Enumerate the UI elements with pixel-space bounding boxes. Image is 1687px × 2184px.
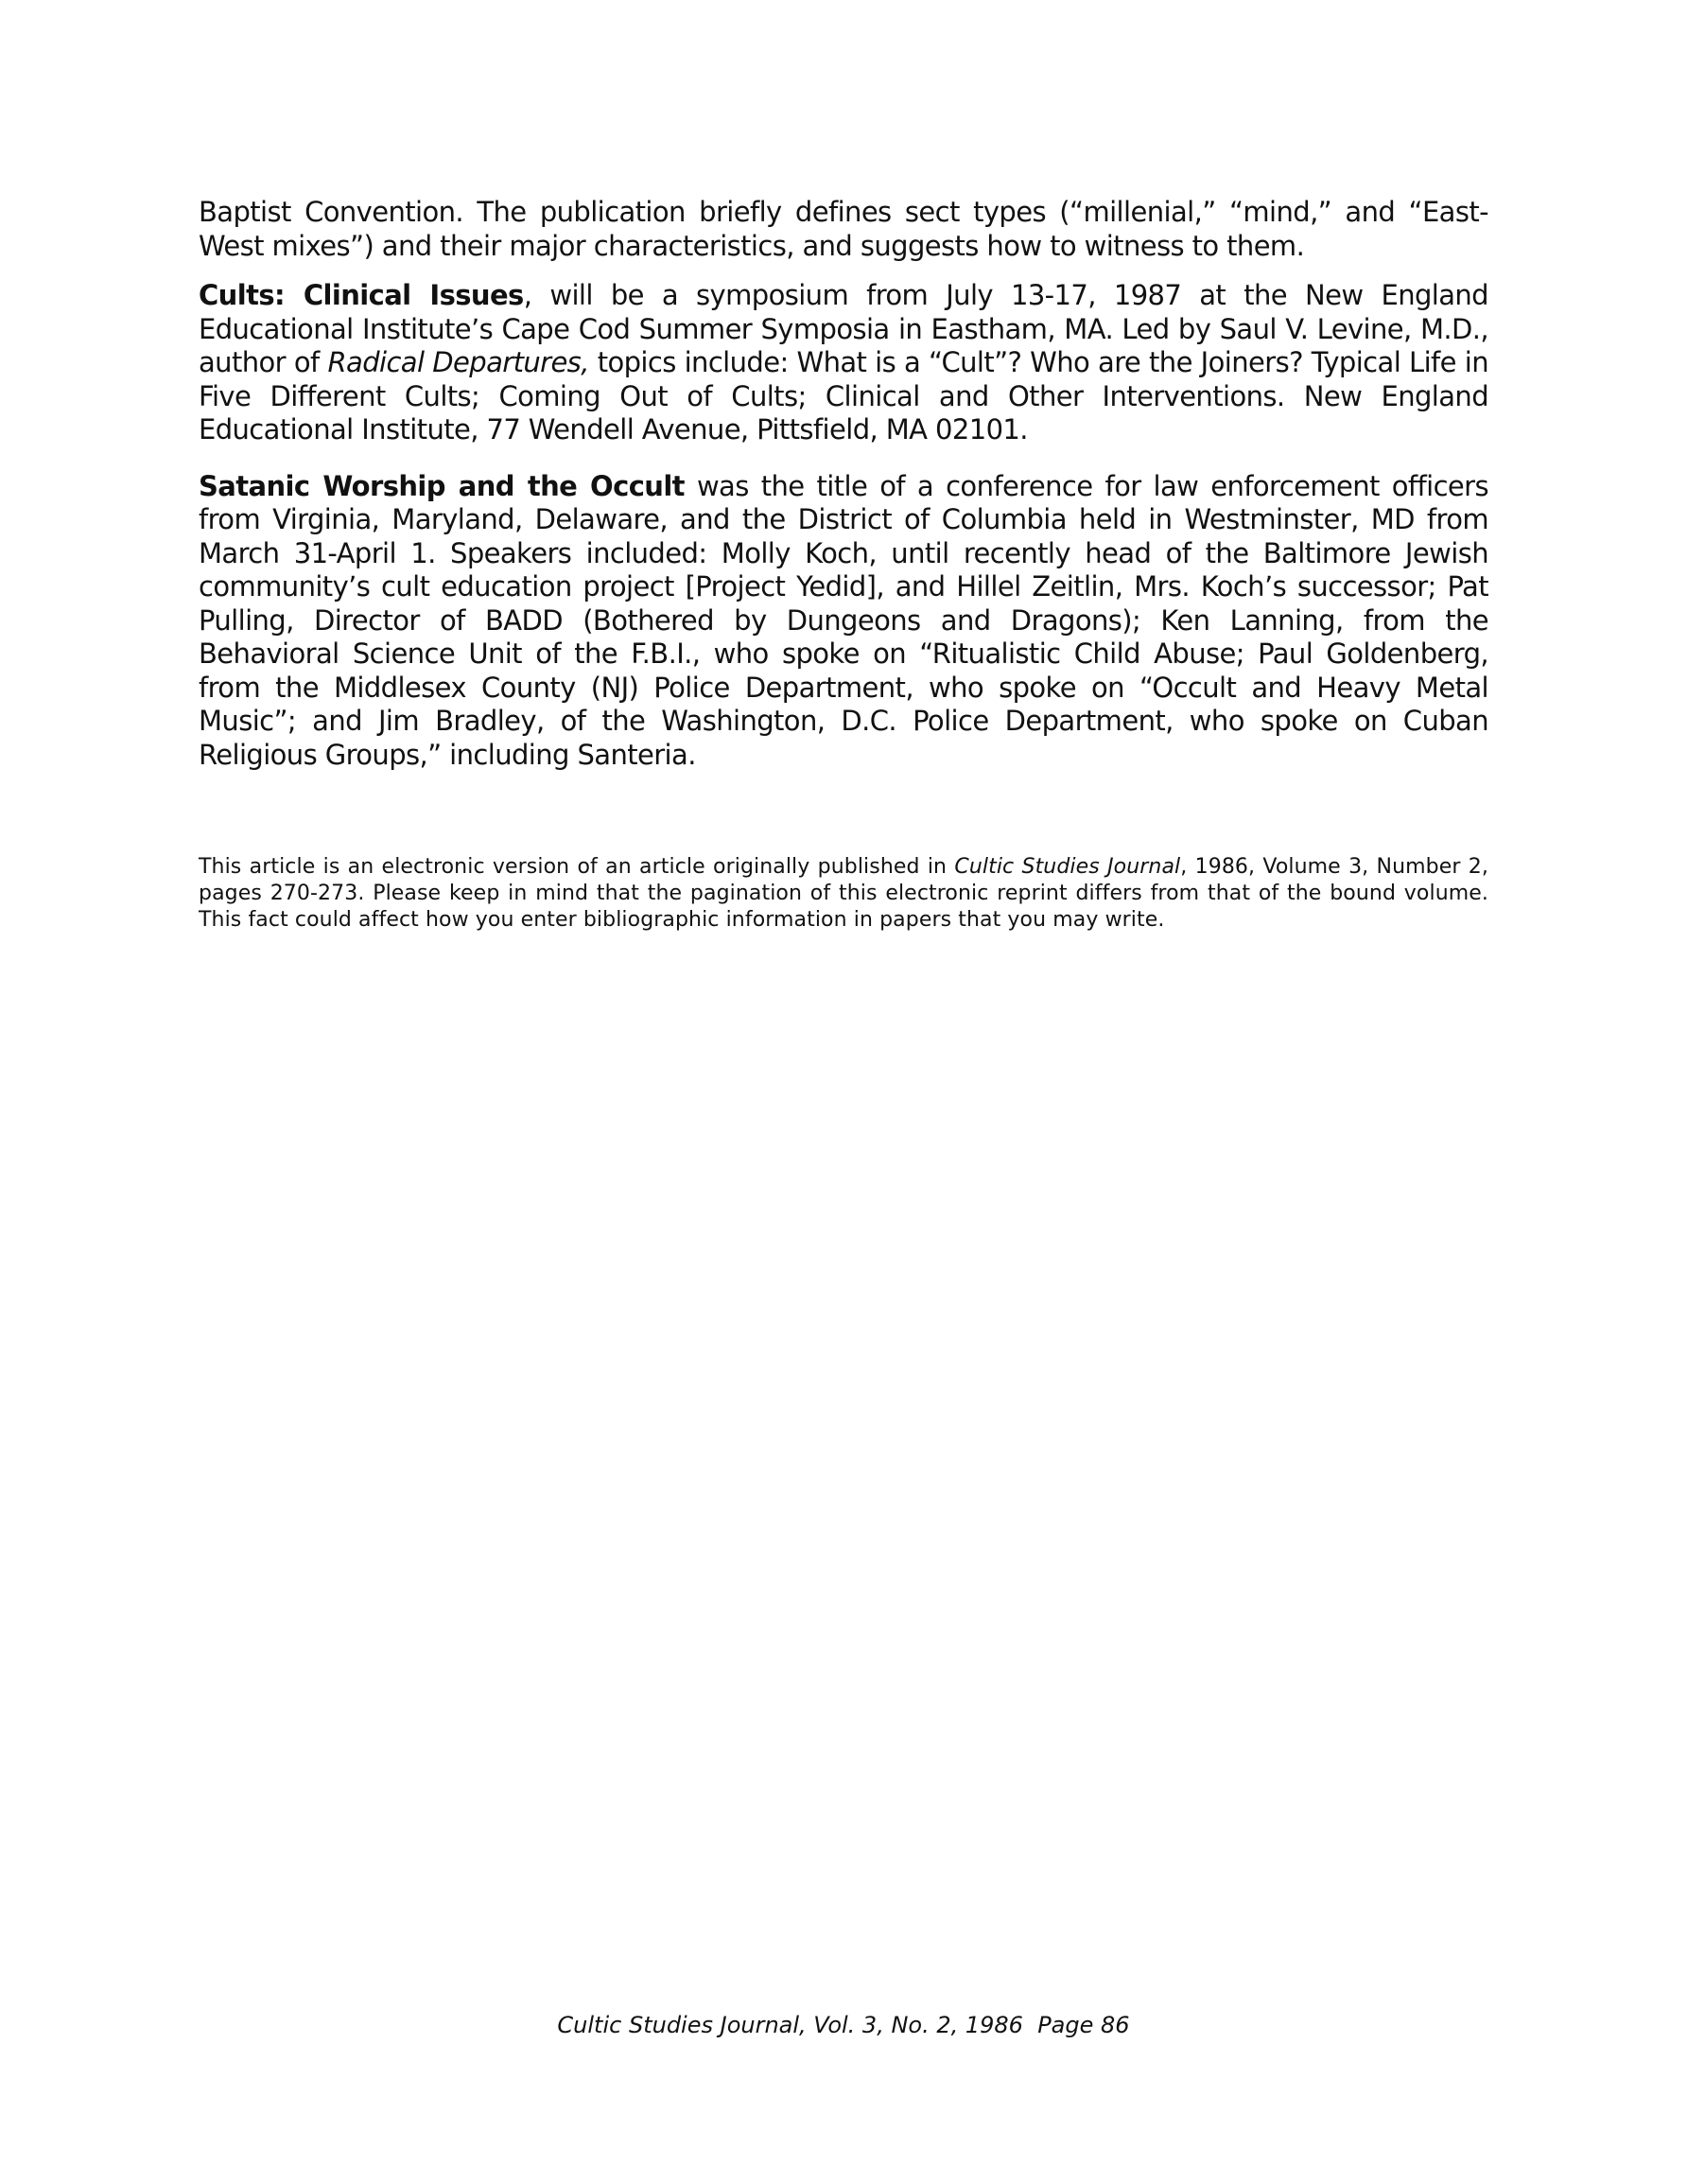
paragraph-cults-clinical-issues — [199, 279, 1488, 447]
paragraph-satanic-worship — [199, 470, 1488, 773]
paragraph-text: was the title of a conference for law enforcement officers from Virginia, Maryland, Delaware, and the District of Columbia held in Westminster, MD from March 31-April 1. Speakers included: Molly Koch, until recently head of the Baltimore Jewish community’s cult education project [Project Yedid], and Hillel Zeitlin, Mrs. Koch’s successor; Pat Pulling, Director of BADD (Bothered by Dungeons and Dragons); Ken Lanning, from the Behavioral Science Unit of the F.B.I., who spoke on “Ritualistic Child Abuse; Paul Goldenberg, from the Middlesex County (NJ) Police Department, who spoke on “Occult and Heavy Metal Music”; and Jim Bradley, of the Washington, D.C. Police Department, who spoke on Cuban Religious Groups,” including Santeria. — [199, 469, 1488, 771]
page-footer: Cultic Studies Journal, Vol. 3, No. 2, 1986 Page 86 — [557, 2012, 1130, 2038]
article-body — [199, 196, 1488, 772]
reprint-note — [199, 854, 1488, 934]
journal-title: Cultic Studies Journal — [954, 855, 1181, 879]
paragraph-baptist-convention — [199, 196, 1488, 263]
heading-cults-clinical-issues: Cults: Clinical Issues — [199, 279, 524, 311]
paragraph-text: topics include: What is a “Cult”? Who are the Joiners? Typical Life in Five Different Cults; Coming Out of Cults; Clinical and Other Interventions. New England Educational Institute, 77 Wendell Avenue, Pittsfield, MA 02101. — [199, 346, 1488, 446]
paragraph-text: , will be a symposium from July 13-17, 1987 at the New England Educational Institute’s Cape Cod Summer Symposia in Eastham, MA. Led by Saul V. Levine, M.D., author of — [199, 279, 1488, 378]
book-title-radical-departures: Radical Departures, — [327, 346, 589, 378]
heading-satanic-worship: Satanic Worship and the Occult — [199, 469, 685, 502]
reprint-note-text: This article is an electronic version of an article originally published in — [199, 855, 955, 879]
paragraph-text: Baptist Convention. The publication briefly defines sect types (“millenial,” “mind,” and “East-West mixes”) and their major characteristics, and suggests how to witness to them. — [199, 196, 1488, 262]
reprint-note-text: , 1986, Volume 3, Number 2, pages 270-273. Please keep in mind that the pagination of this electronic reprint differs from that of the bound volume. This fact could affect how you enter bibliographic information in papers that you may write. — [199, 855, 1488, 932]
